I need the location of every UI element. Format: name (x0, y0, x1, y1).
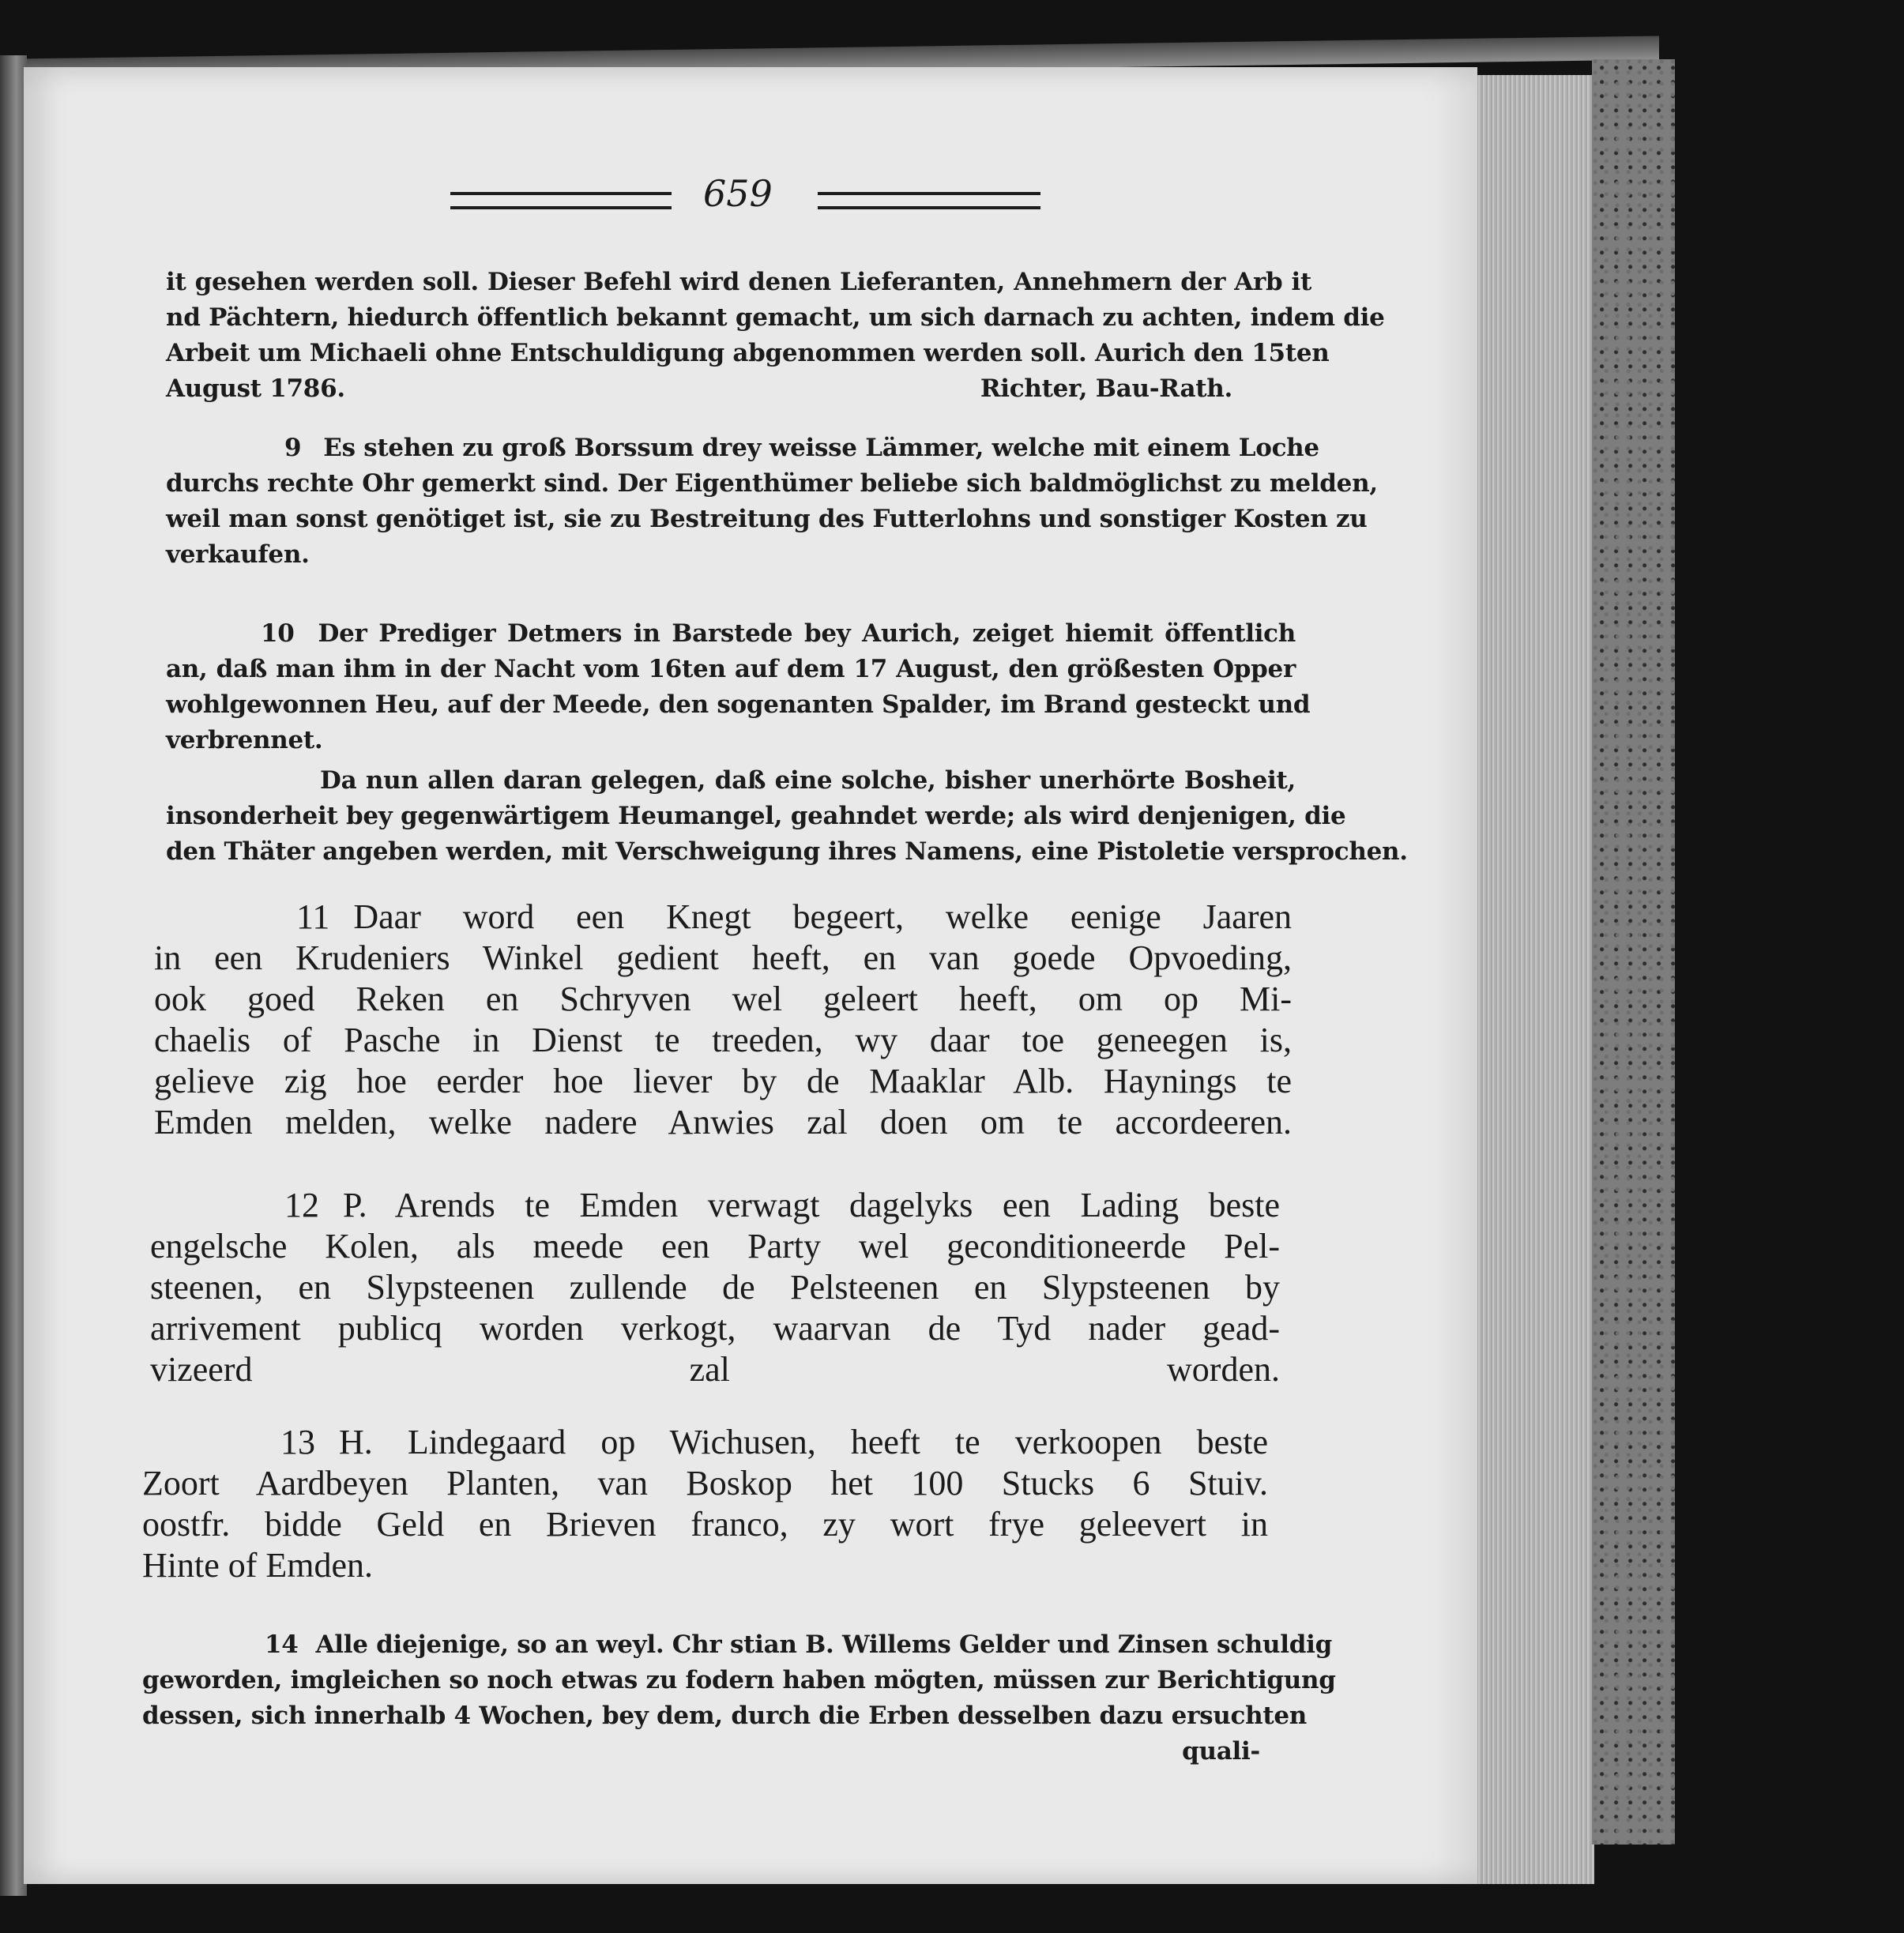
notice-line: arrivement publicq worden verkogt, waarvan de Tyd nader gead- (150, 1309, 1280, 1348)
notice-line: 13 H. Lindegaard op Wichusen, heeft te verkoopen beste (280, 1423, 1268, 1461)
notice-number: 9 (284, 434, 302, 462)
notice-line: 14 Alle diejenige, so an weyl. Chr stian B. Willems Gelder und Zinsen schuldig (265, 1630, 1332, 1659)
notice-line: verkaufen. (166, 540, 310, 569)
notice-line: Zoort Aardbeyen Planten, van Boskop het 100 Stucks 6 Stuiv. (142, 1464, 1268, 1502)
notice-line: 9 Es stehen zu groß Borssum drey weisse Lämmer, welche mit einem Loche (284, 434, 1319, 462)
notice-11 (154, 897, 1292, 1143)
header-rule-right (818, 192, 1040, 209)
notice-line: Hinte of Emden. (142, 1546, 374, 1585)
notice-9 (166, 431, 1378, 573)
page-fore-edge (1476, 75, 1594, 1884)
catchword: quali- (1182, 1737, 1260, 1766)
continuation-line: it gesehen werden soll. Dieser Befehl wird denen Lieferanten, Annehmern der Arb it (166, 268, 1311, 296)
notice-line: 10 Der Prediger Detmers in Barstede bey Aurich, zeiget hiemit öffentlich (261, 619, 1296, 648)
continuation-line: Arbeit um Michaeli ohne Entschuldigung abgenommen werden soll. Aurich den 15ten (166, 339, 1330, 367)
notice-line: gelieve zig hoe eerder hoe liever by de Maaklar Alb. Haynings te (154, 1062, 1292, 1100)
book-cover-board (1592, 59, 1675, 1845)
header-rule-left (450, 192, 672, 209)
notice-10 (166, 616, 1408, 870)
notice-line: Da nun allen daran gelegen, daß eine solche, bisher unerhörte Bosheit, (320, 766, 1296, 795)
notice-line: wohlgewonnen Heu, auf der Meede, den sogenanten Spalder, im Brand gesteckt und (166, 690, 1311, 719)
notice-line: den Thäter angeben werden, mit Verschweigung ihres Namens, eine Pistoletie versprochen. (166, 837, 1408, 866)
notice-line: geworden, imgleichen so noch etwas zu fodern haben mögten, müssen zur Berichtigung (142, 1666, 1336, 1694)
notice-13 (142, 1422, 1268, 1586)
notice-14 (142, 1627, 1336, 1769)
notice-line: oostfr. bidde Geld en Brieven franco, zy wort frye geleevert in (142, 1505, 1268, 1544)
notice-number: 12 (284, 1186, 319, 1224)
notice-line: ook goed Reken en Schryven wel geleert heeft, om op Mi- (154, 980, 1292, 1018)
notice-line: durchs rechte Ohr gemerkt sind. Der Eigenthümer beliebe sich baldmöglichst zu melden, (166, 469, 1378, 498)
notice-line: 11 Daar word een Knegt begeert, welke eenige Jaaren (296, 897, 1292, 936)
notice-line: Emden melden, welke nadere Anwies zal doen om te accordeeren. (154, 1103, 1292, 1141)
notice-number: 14 (265, 1630, 299, 1659)
notice-number: 10 (261, 619, 295, 648)
continuation-line (166, 371, 1311, 407)
page-number: 659 (703, 172, 773, 215)
continuation-date: August 1786. (166, 374, 345, 403)
notice-line: steenen, en Slypsteenen zullende de Pelsteenen en Slypsteenen by (150, 1268, 1280, 1307)
signature: Richter, Bau-Rath. (980, 374, 1232, 403)
notice-line: weil man sonst genötiget ist, sie zu Bestreitung des Futterlohns und sonstiger Kosten zu (166, 505, 1368, 533)
notice-number: 13 (280, 1423, 315, 1461)
notice-line: insonderheit bey gegenwärtigem Heumangel, geahndet werde; als wird denjenigen, die (166, 802, 1346, 830)
notice-12 (150, 1185, 1280, 1390)
notice-line: vizeerd zal worden. (150, 1350, 1280, 1389)
left-page-edge (0, 55, 27, 1896)
notice-line: in een Krudeniers Winkel gedient heeft, en van goede Opvoeding, (154, 938, 1292, 977)
notice-line: engelsche Kolen, als meede een Party wel geconditioneerde Pel- (150, 1227, 1280, 1265)
notice-line: 12 P. Arends te Emden verwagt dagelyks een Lading beste (284, 1186, 1280, 1224)
notice-number: 11 (296, 897, 330, 936)
notice-line: chaelis of Pasche in Dienst te treeden, wy daar toe geneegen is, (154, 1021, 1292, 1059)
continuation-line: nd Pächtern, hiedurch öffentlich bekannt gemacht, um sich darnach zu achten, indem die (166, 303, 1385, 332)
continuation-paragraph (166, 265, 1385, 407)
notice-line: an, daß man ihm in der Nacht vom 16ten auf dem 17 August, den größesten Opper (166, 655, 1296, 683)
notice-line: dessen, sich innerhalb 4 Wochen, bey dem, durch die Erben desselben dazu ersuchten (142, 1702, 1308, 1730)
notice-line: verbrennet. (166, 726, 323, 754)
